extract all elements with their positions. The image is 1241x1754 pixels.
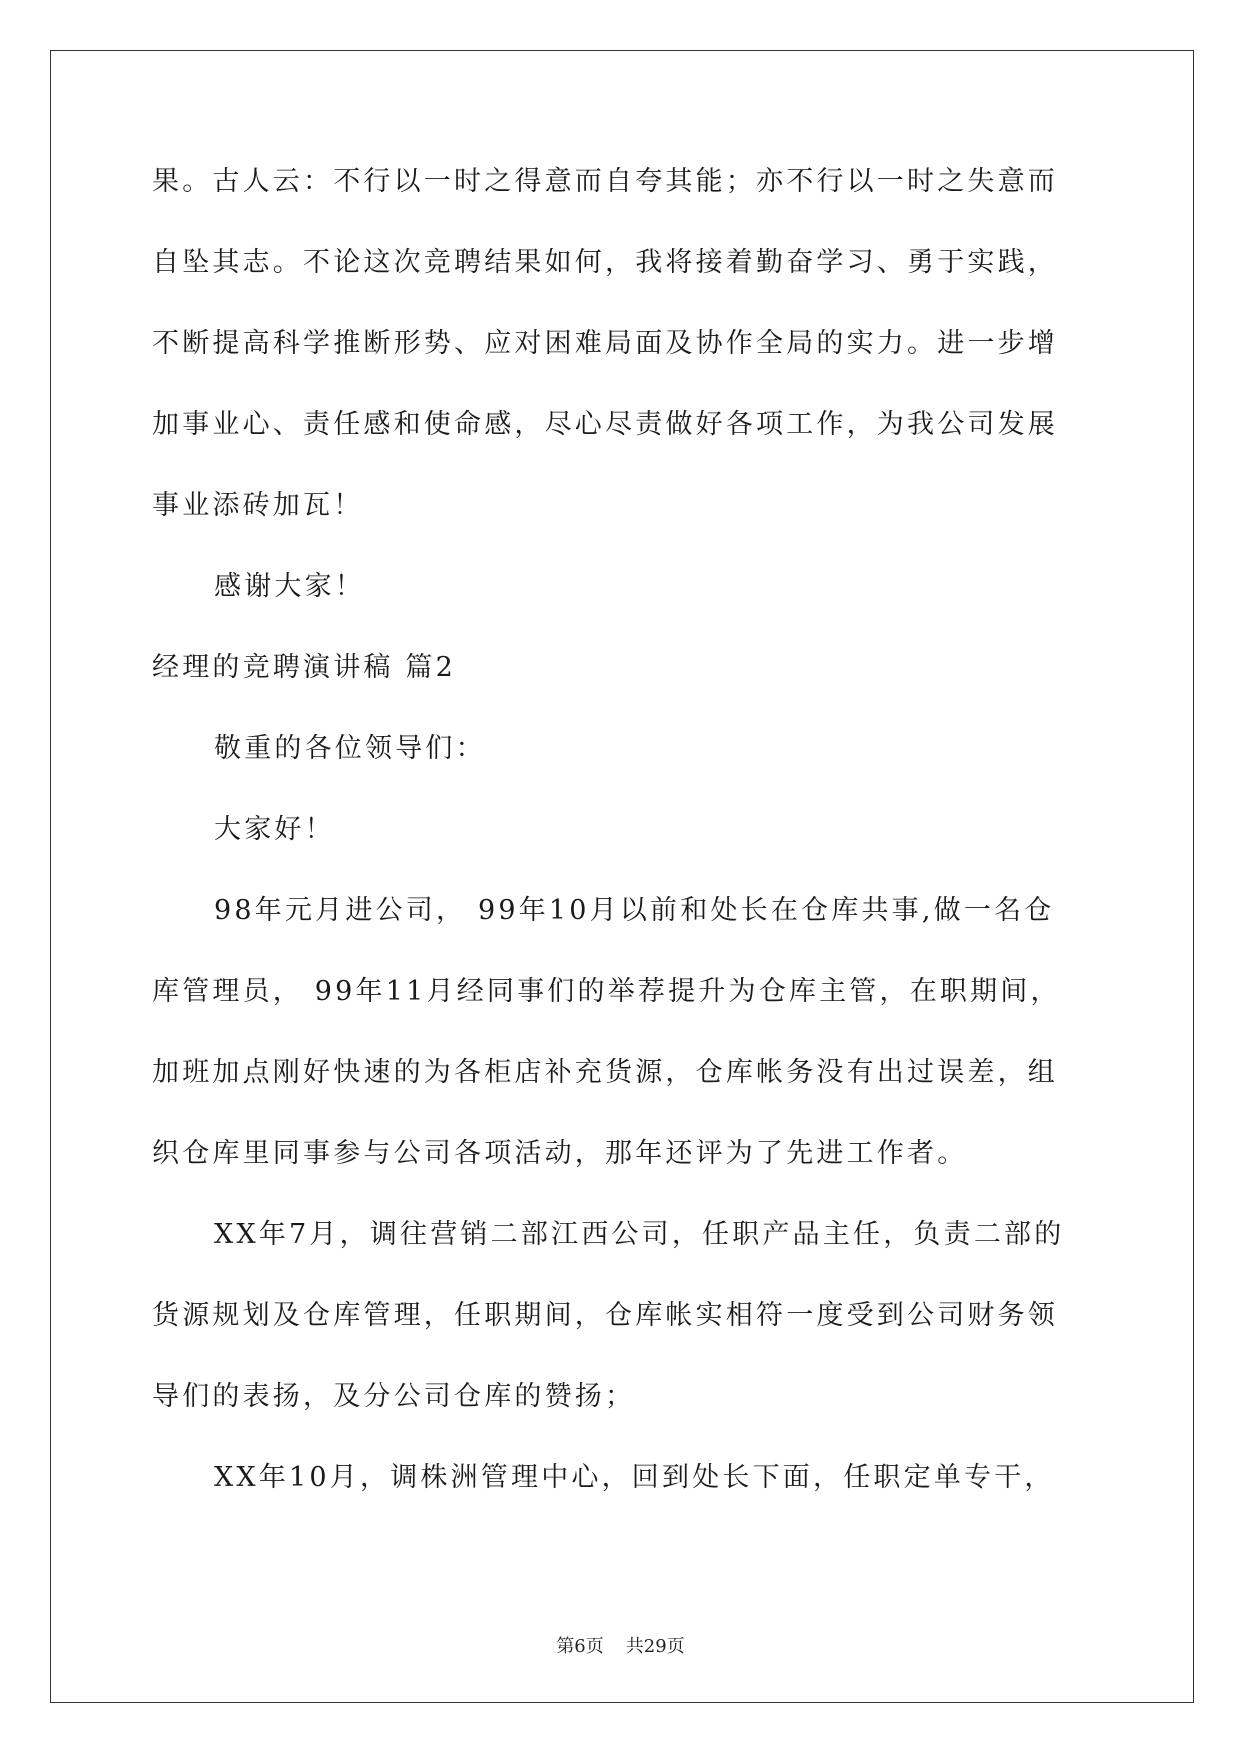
page-footer bbox=[0, 1632, 1241, 1658]
page-total: 共29页 bbox=[625, 1636, 685, 1657]
page-border bbox=[50, 50, 1194, 1703]
text-line: 感谢大家！ bbox=[214, 571, 365, 602]
greeting: 大家好！ bbox=[214, 814, 335, 845]
text-line: 加事业心、责任感和使命感，尽心尽责做好各项工作，为我公司发展 bbox=[152, 409, 1058, 440]
text-line: XX年7月，调往营销二部江西公司，任职产品主任，负责二部的 bbox=[214, 1219, 1065, 1250]
salutation: 敬重的各位领导们： bbox=[214, 733, 486, 764]
text-line: 自坠其志。不论这次竞聘结果如何，我将接着勤奋学习、勇于实践， bbox=[152, 247, 1058, 278]
text-line: 织仓库里同事参与公司各项活动，那年还评为了先进工作者。 bbox=[152, 1138, 968, 1169]
text-line: 98年元月进公司， 99年10月以前和处长在仓库共事,做一名仓 bbox=[214, 895, 1055, 926]
text-line: 货源规划及仓库管理，任职期间，仓库帐实相符一度受到公司财务领 bbox=[152, 1300, 1058, 1331]
text-line: 加班加点刚好快速的为各柜店补充货源，仓库帐务没有出过误差，组 bbox=[152, 1057, 1058, 1088]
text-line: 库管理员， 99年11月经同事们的举荐提升为仓库主管，在职期间， bbox=[152, 976, 1061, 1007]
text-line: 果。古人云：不行以一时之得意而自夸其能；亦不行以一时之失意而 bbox=[152, 166, 1058, 197]
text-line: 事业添砖加瓦！ bbox=[152, 490, 364, 521]
text-line: 不断提高科学推断形势、应对困难局面及协作全局的实力。进一步增 bbox=[152, 328, 1058, 359]
text-line: 导们的表扬，及分公司仓库的赞扬； bbox=[152, 1381, 636, 1412]
text-line: XX年10月，调株洲管理中心，回到处长下面，任职定单专干， bbox=[214, 1462, 1055, 1493]
section-heading: 经理的竞聘演讲稿 篇2 bbox=[152, 652, 456, 683]
page-number: 第6页 bbox=[556, 1636, 604, 1657]
